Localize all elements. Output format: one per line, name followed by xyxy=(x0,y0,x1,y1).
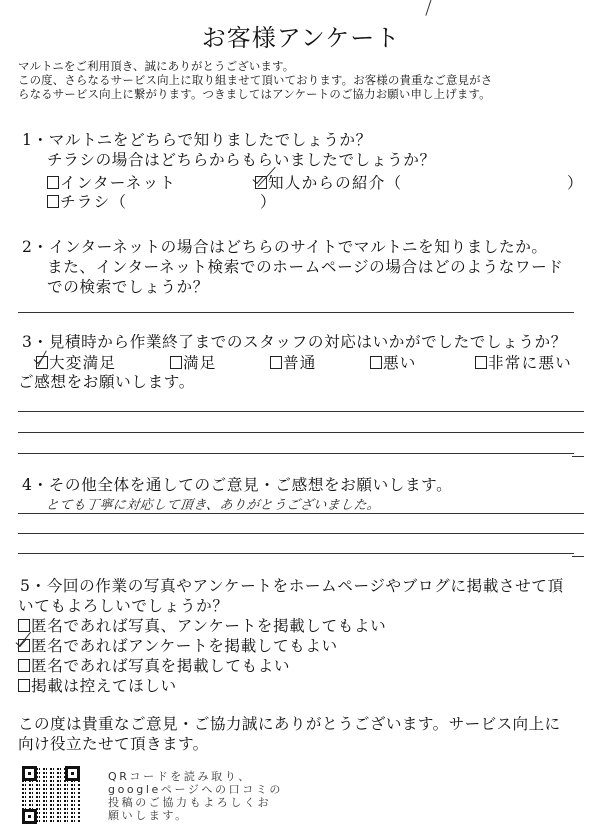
q5-option-survey-only[interactable] xyxy=(18,637,338,656)
q3-comment-prompt: ご感想をお願いします。 xyxy=(18,373,195,391)
checkbox[interactable] xyxy=(475,356,487,369)
line-end-mark xyxy=(572,556,584,557)
q5-text-1: 今回の作業の写真やアンケートをホームページやブログに掲載させて頂 xyxy=(46,577,564,595)
option-label: 満足 xyxy=(183,354,217,372)
intro-line-1: マルトニをご利用頂き、誠にありがとうございます。 xyxy=(18,59,295,73)
q1-heading xyxy=(22,131,372,150)
page-title: お客様アンケート xyxy=(201,24,401,52)
line-end-mark xyxy=(572,456,584,457)
checkbox[interactable] xyxy=(270,356,282,369)
q3-option-bad[interactable] xyxy=(370,354,417,373)
q1-option-referral[interactable] xyxy=(255,174,402,193)
q3-text: 見積時から作業終了までのスタッフの対応はいかがでしたでしょうか？ xyxy=(48,333,567,351)
q2-number: 2・ xyxy=(22,238,49,256)
q4-answer-line-1[interactable] xyxy=(18,513,584,514)
q3-option-satisfied[interactable] xyxy=(170,354,217,373)
q5-number: 5・ xyxy=(20,577,47,595)
closing-line-1: この度は貴重なご意見・ご協力誠にありがとうございます。サービス向上に xyxy=(18,715,561,733)
q4-number: 4・ xyxy=(22,476,49,494)
checkbox[interactable] xyxy=(47,176,59,189)
option-label: 悪い xyxy=(383,354,417,372)
qr-text-1: QRコードを読み取り、 xyxy=(108,770,252,783)
q3-option-very-satisfied[interactable] xyxy=(36,354,116,373)
q1-option-flyer[interactable] xyxy=(47,193,127,212)
q3-option-very-bad[interactable] xyxy=(475,354,572,373)
q3-number: 3・ xyxy=(22,333,49,351)
qr-code-icon[interactable] xyxy=(22,766,80,824)
q1-text-2: チラシの場合はどちらからもらいましたでしょうか？ xyxy=(47,151,436,169)
option-label: 普通 xyxy=(283,354,317,372)
option-label: 匿名であれば写真、アンケートを掲載してもよい xyxy=(31,617,387,635)
closing-line-2: 向け役立たせて頂きます。 xyxy=(18,735,209,753)
q5-option-decline[interactable] xyxy=(18,677,177,696)
q2-text-2: また、インターネット検索でのホームページの場合はどのようなワード xyxy=(47,258,564,276)
q2-heading xyxy=(22,238,548,257)
q3-option-neutral[interactable] xyxy=(270,354,317,373)
q4-answer-line-3[interactable] xyxy=(18,553,574,554)
qr-finder xyxy=(22,809,37,824)
intro-line-2: この度、さらなるサービス向上に取り組ませて頂いております。お客様の貴重なご意見がさ xyxy=(18,73,493,87)
option-label: 大変満足 xyxy=(49,354,117,372)
q5-option-photo-and-survey[interactable] xyxy=(18,617,386,636)
q1-option-internet[interactable] xyxy=(47,174,176,193)
checkbox[interactable] xyxy=(18,679,30,692)
q1-referral-close-paren: ） xyxy=(567,174,584,192)
option-label: 掲載は控えてほしい xyxy=(31,677,177,695)
q2-answer-line[interactable] xyxy=(18,312,574,313)
q4-handwritten-answer[interactable]: とても丁寧に対応して頂き、ありがとうございました。 xyxy=(45,498,382,513)
intro-line-3: らなるサービス向上に繋がります。つきましてはアンケートのご協力お願い申し上げます。 xyxy=(18,87,491,101)
q4-answer-line-2[interactable] xyxy=(18,533,584,534)
option-label: 知人からの紹介（ xyxy=(268,174,403,192)
qr-finder xyxy=(22,766,37,781)
q5-option-photo-only[interactable] xyxy=(18,657,290,676)
qr-text-2: googleページへの口コミの xyxy=(108,783,284,796)
qr-text-3: 投稿のご協力もよろしくお xyxy=(108,796,272,809)
checkbox[interactable] xyxy=(170,356,182,369)
checkbox[interactable] xyxy=(47,195,59,208)
q3-comment-line-2[interactable] xyxy=(18,432,584,433)
q2-text-1: インターネットの場合はどちらのサイトでマルトニを知りましたか。 xyxy=(48,238,548,256)
option-label: 匿名であればアンケートを掲載してもよい xyxy=(31,637,338,655)
option-label: 非常に悪い xyxy=(488,354,572,372)
option-label: チラシ（ xyxy=(60,193,128,211)
q5-heading xyxy=(20,577,564,596)
checkbox[interactable] xyxy=(18,659,30,672)
q3-comment-line-3[interactable] xyxy=(18,453,574,454)
option-label: インターネット xyxy=(60,174,177,192)
q3-comment-line-1[interactable] xyxy=(18,411,584,412)
qr-text-4: 願いします。 xyxy=(108,809,189,822)
q2-text-3: での検索でしょうか？ xyxy=(47,278,209,296)
option-label: 匿名であれば写真を掲載してもよい xyxy=(31,657,291,675)
q4-heading xyxy=(22,476,452,495)
checkbox[interactable] xyxy=(18,619,30,632)
pen-mark xyxy=(425,0,431,16)
q1-text-1: マルトニをどちらで知りましたでしょうか？ xyxy=(48,131,372,149)
q3-heading xyxy=(22,333,567,352)
checkbox[interactable] xyxy=(370,356,382,369)
q4-text: その他全体を通してのご意見・ご感想をお願いします。 xyxy=(48,476,453,494)
q1-number: 1・ xyxy=(22,131,49,149)
q5-text-2: いてもよろしいでしょうか？ xyxy=(18,597,229,615)
q1-flyer-close-paren: ） xyxy=(260,193,277,211)
qr-finder xyxy=(65,766,80,781)
